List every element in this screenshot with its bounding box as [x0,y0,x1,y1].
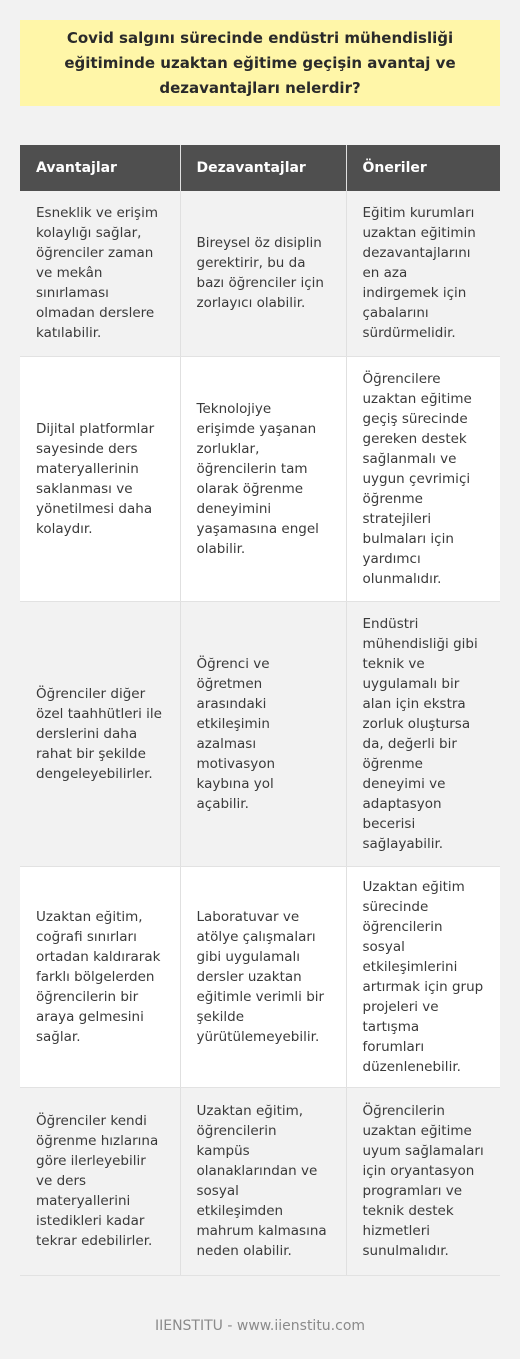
recommendation-cell: Uzaktan eğitim sürecinde öğrencilerin sosyal etkileşimlerini artırmak için grup projeleri ve tartışma forumları düzenlenebilir. [346,866,500,1087]
table-row [20,601,500,866]
advantage-cell: Esneklik ve erişim kolaylığı sağlar, öğrenciler zaman ve mekân sınırlaması olmadan derslere katılabilir. [20,191,180,356]
advantage-cell: Öğrenciler diğer özel taahhütleri ile derslerini daha rahat bir şekilde dengeleyebilirler. [20,601,180,866]
disadvantage-cell: Laboratuvar ve atölye çalışmaları gibi uygulamalı dersler uzaktan eğitimle verimli bir şekilde yürütülemeyebilir. [180,866,346,1087]
page-title: Covid salgını sürecinde endüstri mühendisliği eğitiminde uzaktan eğitime geçişin avantaj ve dezavantajları nelerdir? [64,28,456,97]
header-disadvantages: Dezavantajlar [180,145,346,191]
table-row [20,1087,500,1275]
recommendation-cell: Eğitim kurumları uzaktan eğitimin dezavantajlarını en aza indirgemek için çabalarını sürdürmelidir. [346,191,500,356]
disadvantage-cell: Teknolojiye erişimde yaşanan zorluklar, öğrencilerin tam olarak öğrenme deneyimini yaşamasına engel olabilir. [180,356,346,601]
advantage-cell: Dijital platformlar sayesinde ders materyallerinin saklanması ve yönetilmesi daha kolaydır. [20,356,180,601]
table-row [20,191,500,356]
footer-credit: IIENSTITU - www.iienstitu.com [154,1318,366,1334]
comparison-table [20,145,500,1276]
recommendation-cell: Öğrencilerin uzaktan eğitime uyum sağlamaları için oryantasyon programları ve teknik destek hizmetleri sunulmalıdır. [346,1087,500,1275]
disadvantage-cell: Bireysel öz disiplin gerektirir, bu da bazı öğrenciler için zorlayıcı olabilir. [180,191,346,356]
table-header-row [20,145,500,191]
recommendation-cell: Endüstri mühendisliği gibi teknik ve uygulamalı bir alan için ekstra zorluk oluştursa da, değerli bir öğrenme deneyimi ve adaptasyon becerisi sağlayabilir. [346,601,500,866]
recommendation-cell: Öğrencilere uzaktan eğitime geçiş sürecinde gereken destek sağlanmalı ve uygun çevrimiçi öğrenme stratejileri bulmaları için yardımcı olunmalıdır. [346,356,500,601]
table-row [20,866,500,1087]
question-title-box [20,20,500,106]
header-advantages: Avantajlar [20,145,180,191]
advantage-cell: Uzaktan eğitim, coğrafi sınırları ortadan kaldırarak farklı bölgelerden öğrencilerin bir araya gelmesini sağlar. [20,866,180,1087]
table-row [20,356,500,601]
header-recommendations: Öneriler [346,145,500,191]
disadvantage-cell: Uzaktan eğitim, öğrencilerin kampüs olanaklarından ve sosyal etkileşimden mahrum kalmasına neden olabilir. [180,1087,346,1275]
advantage-cell: Öğrenciler kendi öğrenme hızlarına göre ilerleyebilir ve ders materyallerini istedikleri kadar tekrar edebilirler. [20,1087,180,1275]
disadvantage-cell: Öğrenci ve öğretmen arasındaki etkileşimin azalması motivasyon kaybına yol açabilir. [180,601,346,866]
comparison-table-wrapper [20,145,500,1276]
